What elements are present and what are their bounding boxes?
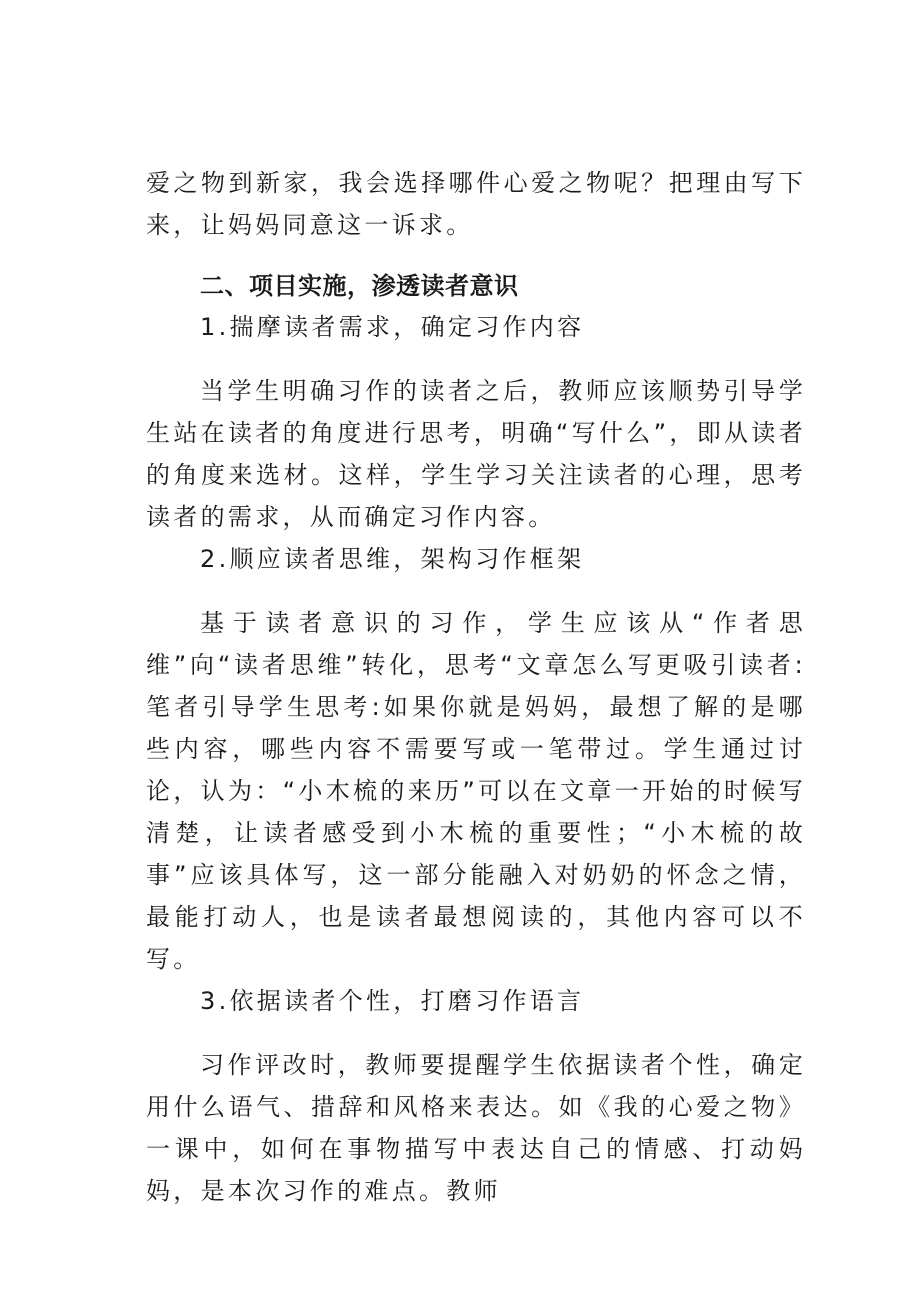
intro-paragraph: 爱之物到新家，我会选择哪件心爱之物呢？把理由写下来，让妈妈同意这一诉求。 xyxy=(146,169,806,239)
subsection-3-body: 习作评改时，教师要提醒学生依据读者个性，确定用什么语气、措辞和风格来表达。如《我的心爱之物》一课中，如何在事物描写中表达自己的情感、打动妈妈，是本次习作的难点。教师 xyxy=(146,1051,806,1205)
subsection-3-heading: 3.依据读者个性，打磨习作语言 xyxy=(200,987,585,1015)
subsection-2-body: 基于读者意识的习作，学生应该从“作者思维”向“读者思维”转化，思考“文章怎么写更吸引读者:笔者引导学生思考:如果你就是妈妈，最想了解的是哪些内容，哪些内容不需要写或一笔带过。学生通过讨论，认为：“小木梳的来历”可以在文章一开始的时候写清楚，让读者感受到小木梳的重要性；“小木梳的故事”应该具体写，这一部分能融入对奶奶的怀念之情，最能打动人，也是读者最想阅读的，其他内容可以不写。 xyxy=(146,609,806,973)
section-heading: 二、项目实施，渗透读者意识 xyxy=(200,272,519,300)
subsection-1-heading: 1.揣摩读者需求，确定习作内容 xyxy=(200,313,585,341)
document-body xyxy=(146,162,806,1212)
subsection-1-body: 当学生明确习作的读者之后，教师应该顺势引导学生站在读者的角度进行思考，明确“写什么”，即从读者的角度来选材。这样，学生学习关注读者的心理，思考读者的需求，从而确定习作内容。 xyxy=(146,377,806,531)
subsection-2-heading: 2.顺应读者思维，架构习作框架 xyxy=(200,545,585,573)
